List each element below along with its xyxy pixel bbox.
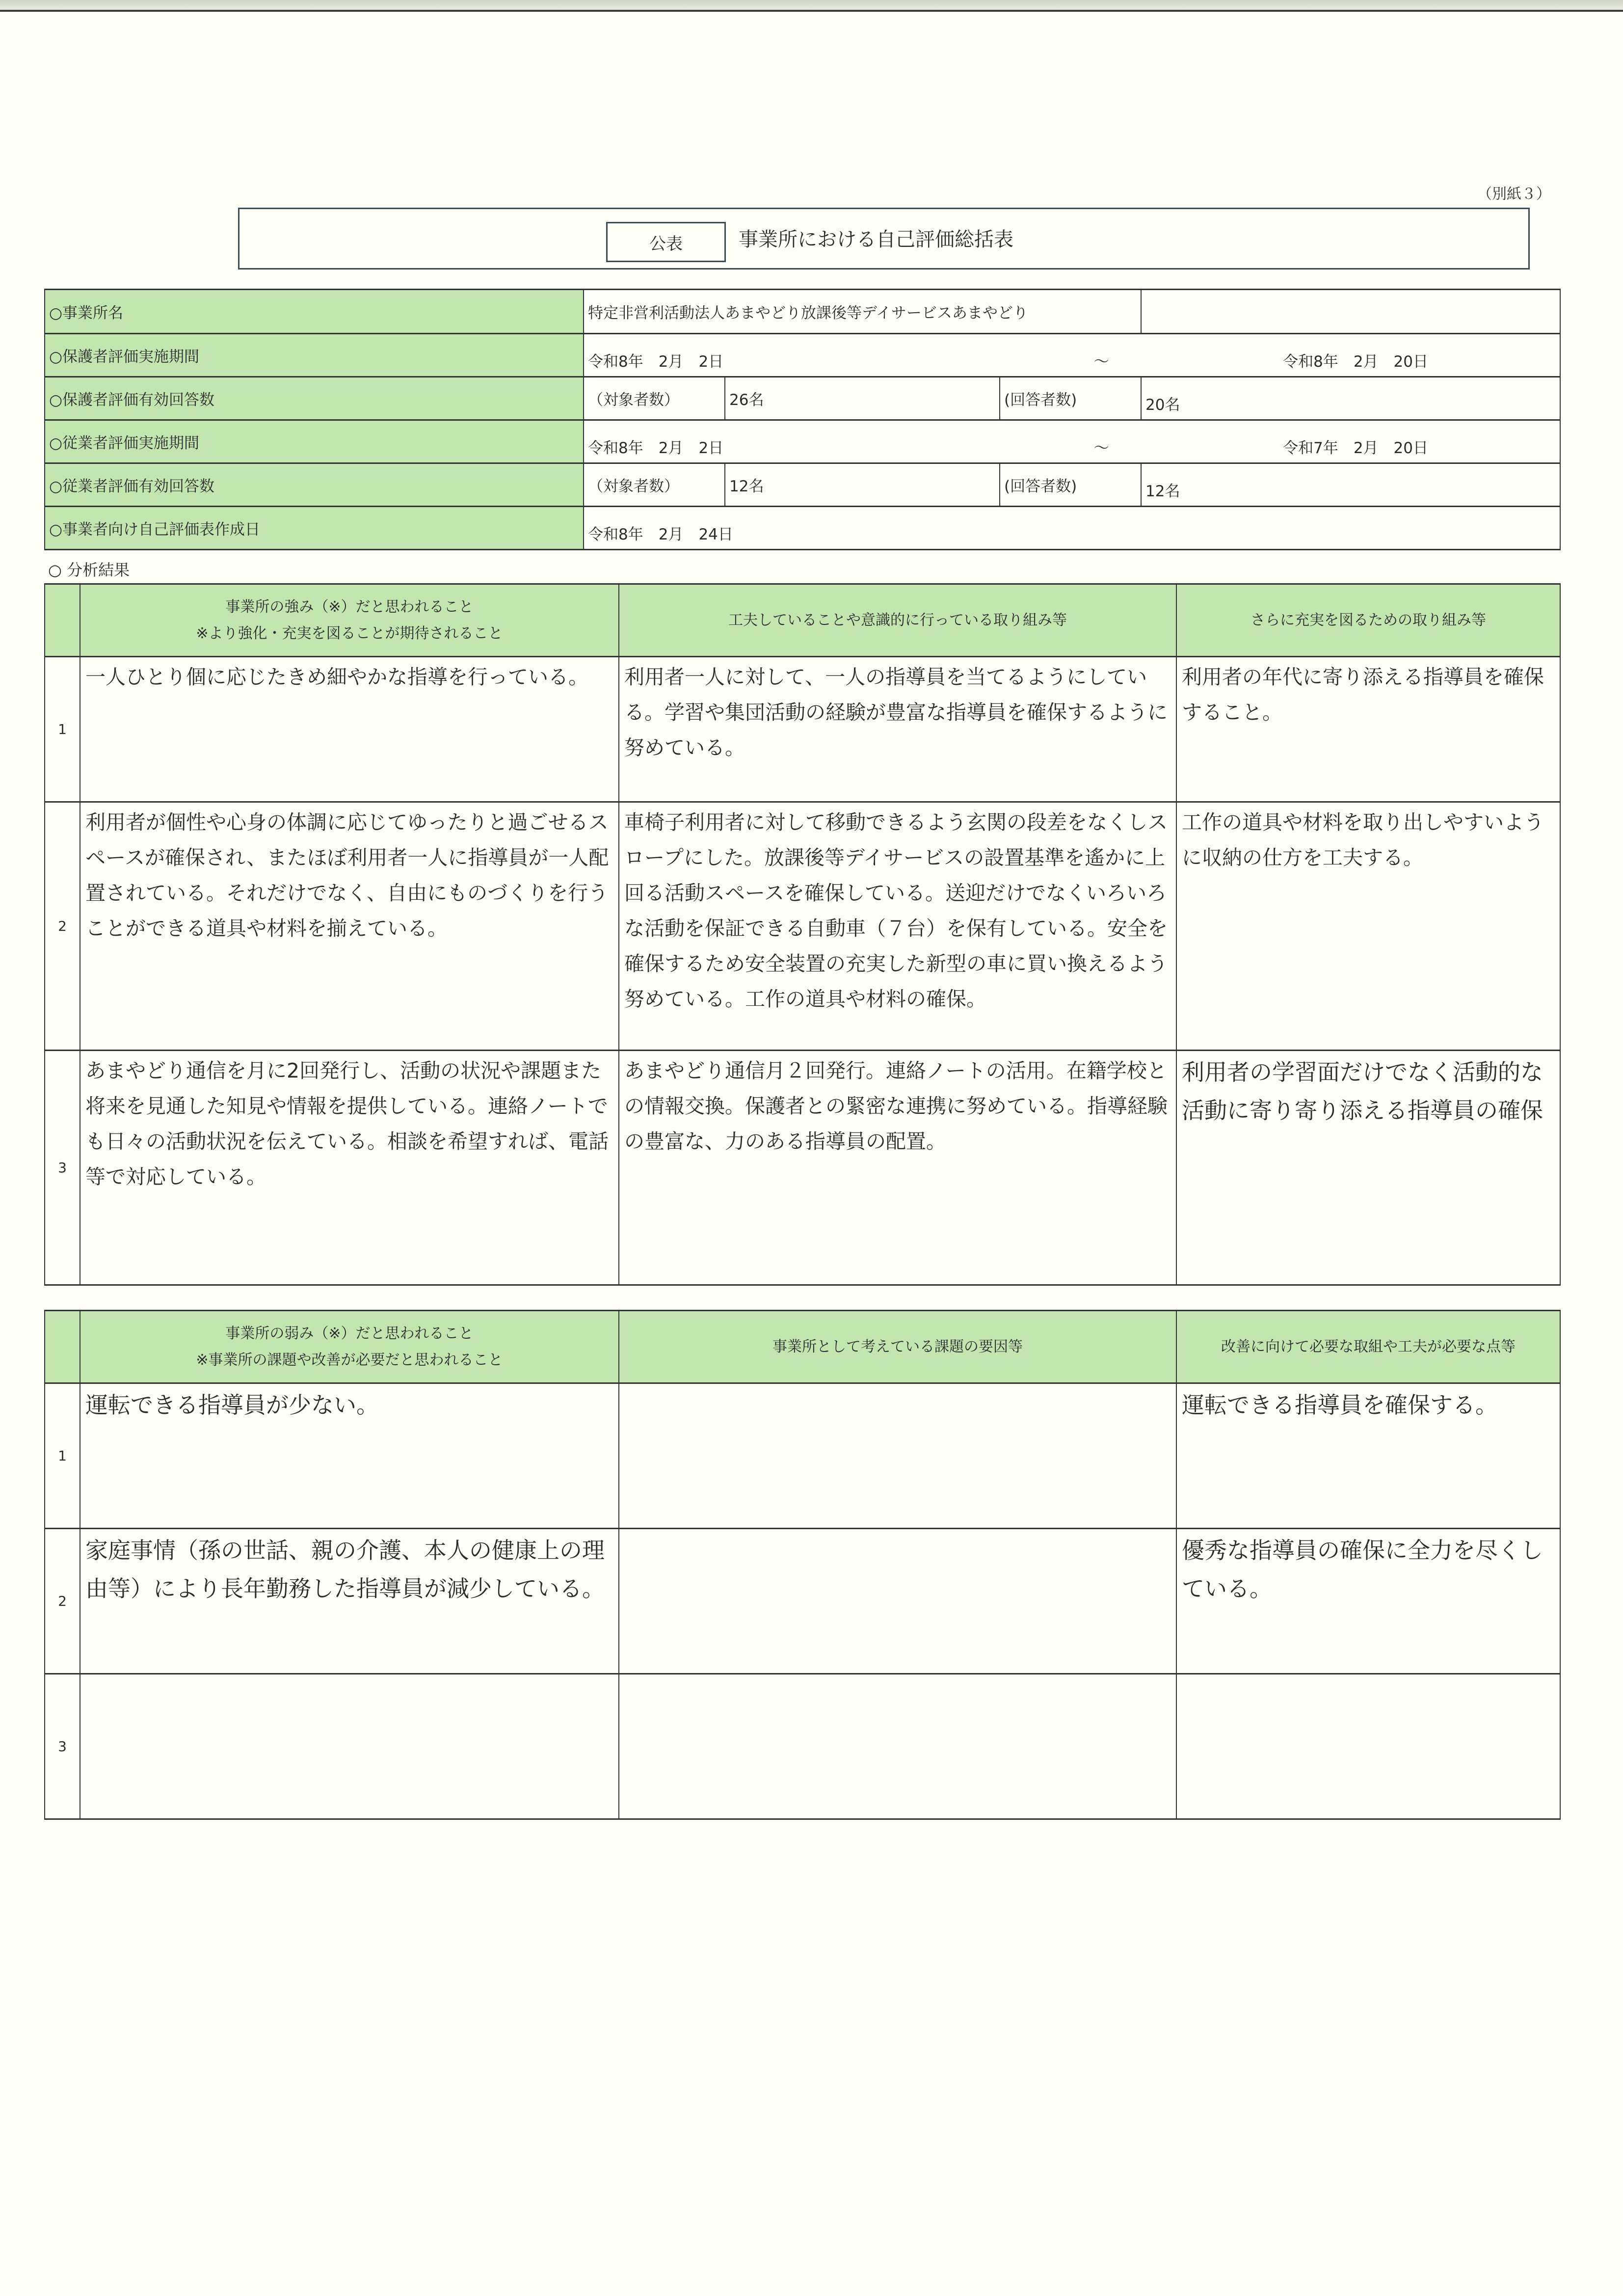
weaknesses-header-row — [45, 1311, 1560, 1383]
row-number: 3 — [45, 1051, 80, 1285]
public-label — [606, 222, 726, 262]
staff-period-end: 令和7年 2月 20日 — [1283, 439, 1429, 457]
weakness-row — [45, 1529, 1560, 1674]
public-label-text: 公表 — [649, 234, 683, 254]
effort-text: あまやどり通信月２回発行。連絡ノートの活用。在籍学校との情報交換。保護者との緊密な連携に努めている。指導経験の豊富な、力のある指導員の配置。 — [619, 1051, 1176, 1285]
header-cause: 事業所として考えている課題の要因等 — [619, 1311, 1176, 1383]
strength-text: あまやどり通信を月に2回発行し、活動の状況や課題また将来を見通した知見や情報を提供している。連絡ノートでも日々の活動状況を伝えている。相談を希望すれば、電話等で対応している。 — [80, 1051, 619, 1285]
guardian-target-label: （対象者数） — [584, 377, 725, 420]
guardian-period-value — [584, 334, 1560, 377]
facility-name-value: 特定非営利活動法人あまやどり放課後等デイサービスあまやどり — [584, 290, 1141, 334]
weakness-text: 家庭事情（孫の世話、親の介護、本人の健康上の理由等）により長年勤務した指導員が減少している。 — [80, 1529, 619, 1674]
strength-text: 利用者が個性や心身の体調に応じてゆったりと過ごせるスペースが確保され、またほぼ利用者一人に指導員が一人配置されている。それだけでなく、自由にものづくりを行うことができる道具や材料を揃えている。 — [80, 802, 619, 1051]
analysis-section-label: ○ 分析結果 — [48, 561, 130, 579]
further-text: 利用者の年代に寄り添える指導員を確保すること。 — [1176, 657, 1560, 802]
further-text: 利用者の学習面だけでなく活動的な活動に寄り寄り添える指導員の確保 — [1176, 1051, 1560, 1285]
header-strength — [80, 584, 619, 657]
effort-text: 利用者一人に対して、一人の指導員を当てるようにしている。学習や集団活動の経験が豊富な指導員を確保するように努めている。 — [619, 657, 1176, 802]
guardian-answered-value: 20名 — [1141, 377, 1560, 420]
staff-target-value: 12名 — [725, 463, 1000, 507]
document-title: 事業所における自己評価総括表 — [739, 228, 1013, 251]
header-strength-line2: ※より強化・充実を図ることが期待されること — [196, 624, 503, 642]
annex-label: （別紙３） — [1477, 186, 1551, 203]
staff-period-separator: ～ — [1093, 439, 1109, 457]
row-number: 1 — [45, 1383, 80, 1529]
cause-text — [619, 1529, 1176, 1674]
strength-row — [45, 1051, 1560, 1285]
weakness-row — [45, 1383, 1560, 1529]
staff-answered-value: 12名 — [1141, 463, 1560, 507]
header-strength-line1: 事業所の強み（※）だと思われること — [225, 598, 474, 616]
guardian-period-start: 令和8年 2月 2日 — [588, 353, 724, 371]
staff-responses-label: ○従業者評価有効回答数 — [45, 463, 584, 507]
guardian-period-separator: ～ — [1093, 353, 1109, 371]
created-date-label: ○事業者向け自己評価表作成日 — [45, 507, 584, 550]
staff-period-label: ○従業者評価実施期間 — [45, 420, 584, 463]
guardian-target-value: 26名 — [725, 377, 1000, 420]
row-facility-name — [45, 290, 1560, 334]
guardian-responses-label: ○保護者評価有効回答数 — [45, 377, 584, 420]
row-created-date — [45, 507, 1560, 550]
row-guardian-responses — [45, 377, 1560, 420]
guardian-period-label: ○保護者評価実施期間 — [45, 334, 584, 377]
facility-name-label: ○事業所名 — [45, 290, 584, 334]
staff-period-value — [584, 420, 1560, 463]
row-staff-period — [45, 420, 1560, 463]
header-weakness-line2: ※事業所の課題や改善が必要だと思われること — [196, 1351, 503, 1369]
header-number-cell — [45, 584, 80, 657]
row-number: 2 — [45, 802, 80, 1051]
guardian-period-end: 令和8年 2月 20日 — [1283, 353, 1429, 371]
header-improvement: 改善に向けて必要な取組や工夫が必要な点等 — [1176, 1311, 1560, 1383]
header-number-cell — [45, 1311, 80, 1383]
strength-text: 一人ひとり個に応じたきめ細やかな指導を行っている。 — [80, 657, 619, 802]
created-date-value: 令和8年 2月 24日 — [584, 507, 1560, 550]
row-staff-responses — [45, 463, 1560, 507]
row-number: 3 — [45, 1674, 80, 1819]
header-effort: 工夫していることや意識的に行っている取り組み等 — [619, 584, 1176, 657]
further-text: 工作の道具や材料を取り出しやすいように収納の仕方を工夫する。 — [1176, 802, 1560, 1051]
row-guardian-period — [45, 334, 1560, 377]
staff-target-label: （対象者数） — [584, 463, 725, 507]
effort-text: 車椅子利用者に対して移動できるよう玄関の段差をなくしスロープにした。放課後等デイサービスの設置基準を遙かに上回る活動スペースを確保している。送迎だけでなくいろいろな活動を保証できる自動車（７台）を保有している。安全を確保するため安全装置の充実した新型の車に買い換えるよう努めている。工作の道具や材料の確保。 — [619, 802, 1176, 1051]
weakness-text: 運転できる指導員が少ない。 — [80, 1383, 619, 1529]
weaknesses-table — [44, 1310, 1561, 1820]
strengths-table — [44, 583, 1561, 1286]
row-number: 2 — [45, 1529, 80, 1674]
scan-top-edge — [0, 0, 1623, 12]
improvement-text: 運転できる指導員を確保する。 — [1176, 1383, 1560, 1529]
facility-info-table — [44, 289, 1561, 550]
staff-answered-label: (回答者数) — [1000, 463, 1141, 507]
header-weakness — [80, 1311, 619, 1383]
cause-text — [619, 1383, 1176, 1529]
weakness-text — [80, 1674, 619, 1819]
header-further: さらに充実を図るための取り組み等 — [1176, 584, 1560, 657]
guardian-answered-label: (回答者数) — [1000, 377, 1141, 420]
facility-name-extra — [1141, 290, 1560, 334]
cause-text — [619, 1674, 1176, 1819]
staff-period-start: 令和8年 2月 2日 — [588, 439, 724, 457]
strengths-header-row — [45, 584, 1560, 657]
improvement-text — [1176, 1674, 1560, 1819]
strength-row — [45, 657, 1560, 802]
improvement-text: 優秀な指導員の確保に全力を尽くしている。 — [1176, 1529, 1560, 1674]
header-weakness-line1: 事業所の弱み（※）だと思われること — [225, 1324, 474, 1342]
strength-row — [45, 802, 1560, 1051]
row-number: 1 — [45, 657, 80, 802]
weakness-row — [45, 1674, 1560, 1819]
